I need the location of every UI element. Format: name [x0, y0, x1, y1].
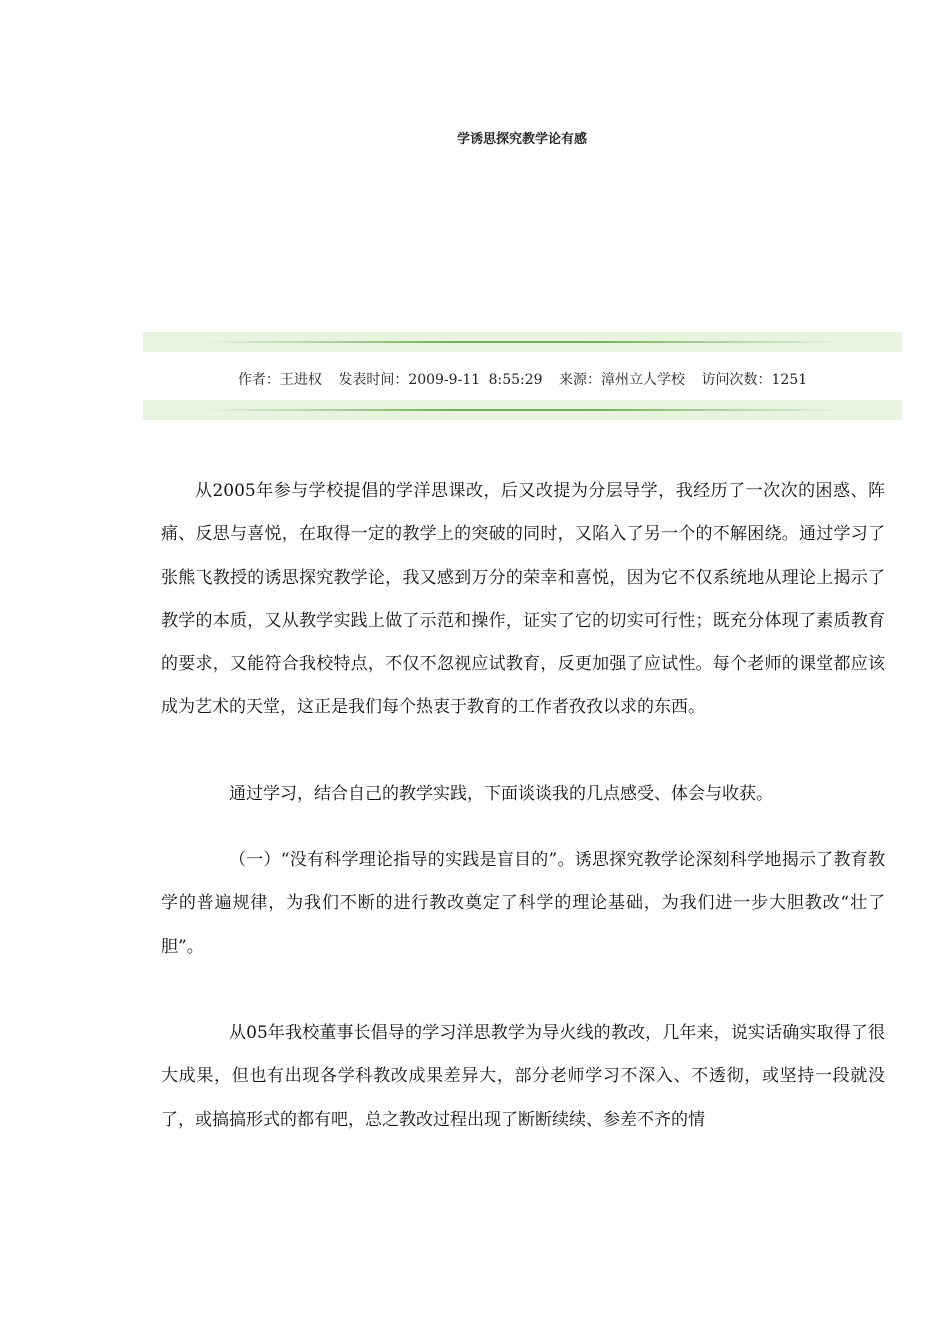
article-title: 学诱思探究教学论有感: [456, 132, 587, 147]
meta-published: 发表时间：2009-9-11 8:55:29: [338, 372, 543, 388]
meta-author: 作者：王进权: [237, 372, 322, 388]
paragraph-4: 从05年我校董事长倡导的学习洋思教学为导火线的教改，几年来，说实话确实取得了很大成果，但也有出现各学科教改成果差异大，部分老师学习不深入、不透彻，或坚持一段就没了，或搞搞形式的都有吧，总之教改过程出现了断断续续、参差不齐的情: [161, 1022, 885, 1130]
article-body: [161, 470, 885, 1142]
meta-source: 来源：漳州立人学校: [559, 372, 686, 388]
meta-bottom-divider: [143, 400, 902, 420]
paragraph-1: 从2005年参与学校提倡的学洋思课改，后又改提为分层导学，我经历了一次次的困惑、阵痛、反思与喜悦，在取得一定的教学上的突破的同时，又陷入了另一个的不解困绕。通过学习了张熊飞教授的诱思探究教学论，我又感到万分的荣幸和喜悦，因为它不仅系统地从理论上揭示了教学的本质，又从教学实践上做了示范和操作，证实了它的切实可行性；既充分体现了素质教育的要求，又能符合我校特点，不仅不忽视应试教育，反更加强了应试性。每个老师的课堂都应该成为艺术的天堂，这正是我们每个热衷于教育的工作者孜孜以求的东西。: [161, 481, 885, 718]
paragraph-3: （一）“没有科学理论指导的实践是盲目的”。诱思探究教学论深刻科学地揭示了教育教学的普遍规律，为我们不断的进行教改奠定了科学的理论基础，为我们进一步大胆教改“壮了胆”。: [161, 850, 885, 957]
meta-top-divider: [143, 332, 902, 352]
article-meta: [143, 369, 902, 389]
meta-visits: 访问次数：1251: [701, 372, 808, 388]
paragraph-2: 通过学习，结合自己的教学实践，下面谈谈我的几点感受、体会与收获。: [229, 783, 773, 804]
